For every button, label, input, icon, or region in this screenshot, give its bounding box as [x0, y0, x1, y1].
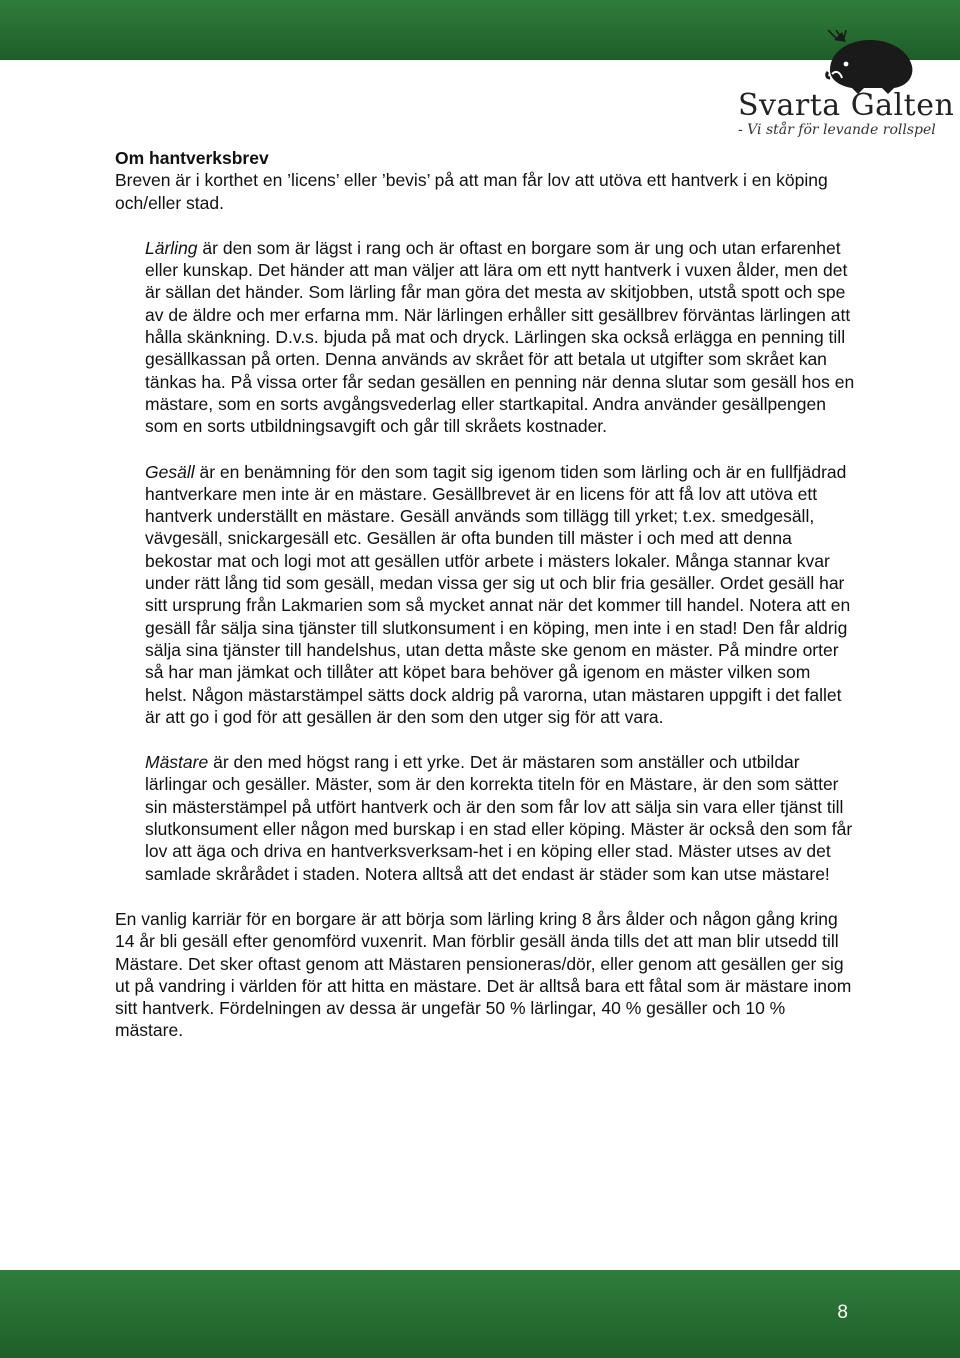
larling-text: är den som är lägst i rang och är oftast en borgare som är ung och utan erfarenhet eller kunskap. Det händer att man väljer att lära om ett nytt hantverk i vuxen ålder, men det är sällan det händer. Som lärling får man göra det mesta av skitjobben, utstå spott och spe av de äldre och mer erfarna mm. När lärlingen erhåller sitt gesällbrev förväntas lärlingen att hålla skänkning. D.v.s. bjuda på mat och dryck. Lärlingen ska också erlägga en penning till gesällkassan på orten. Denna används av skrået för att betala ut utgifter som skrået kan tänkas ha. På vissa orter får sedan gesällen en penning när denna slutar som gesäll hos en mästare, som en sorts avgångsvederlag eller startkapital. Andra använder gesällpengen som en sorts utbildningsavgift och går till skråets kostnader. [145, 237, 855, 437]
logo-tagline: - Vi står för levande rollspel [738, 122, 936, 138]
career-paragraph: En vanlig karriär för en borgare är att börja som lärling kring 8 års ålder och någon gång kring 14 år bli gesäll efter genomförd vuxenrit. Man förblir gesäll ända tills det att man blir utsedd till Mästare. Det sker oftast genom att Mästaren pensioneras/dör, eller genom att gesällen ger sig ut på vandring i världen för att hitta en mästare. Det är alltså bara ett fåtal som är mästare inom sitt hantverk. Fördelningen av dessa är ungefär 50 % lärlingar, 40 % gesäller och 10 % mästare. [115, 908, 852, 1041]
intro-paragraph: Breven är i korthet en ’licens’ eller ’bevis’ på att man får lov att utöva ett hantverk i en köping och/eller stad. [115, 170, 828, 213]
gesall-text: är en benämning för den som tagit sig igenom tiden som lärling och är en fullfjädrad hantverkare men inte är en mästare. Gesällbrevet är en licens för att få lov att utöva ett hantverk underställt en mästare. Gesäll används som tillägg till yrket; t.ex. smedgesäll, vävgesäll, snickargesäll etc. Gesällen är ofta bunden till mäster i och med att denna bekostar mat och logi mot att gesällen utför arbete i mästers lokaler. Många stannar kvar under rätt lång tid som gesäll, medan vissa ger sig ut och blir fria gesäller. Ordet gesäll har sitt ursprung från Lakmarien som så mycket annat när det kommer till handel. Notera att en gesäll får sälja sina tjänster till slutkonsument i en köping, men inte i en stad! Den får aldrig sälja sina tjänster till handelshus, utan detta måste ske genom en mäster. På mindre orter så har man jämkat och tillåter att köpet bara behöver gå igenom en mäster vilken som helst. Någon mästarstämpel sätts dock aldrig på varorna, utan mästaren uppgift i det fallet är att go i god för att gesällen är den som den utger sig för att vara. [145, 461, 851, 727]
logo [728, 30, 955, 140]
gesall-paragraph [115, 461, 855, 729]
logo-name: Svarta Galten [738, 88, 955, 123]
gesall-term: Gesäll [145, 461, 195, 482]
mastare-text: är den med högst rang i ett yrke. Det är mästaren som anställer och utbildar lärlingar och gesäller. Mäster, som är den korrekta titeln för en Mästare, är den som sätter sin mästerstämpel på utfört hantverk och är den som får lov att sälja sin vara eller tjänst till slutkonsument eller någon med burskap i en stad eller köping. Mäster är också den som får lov att äga och driva en hantverksverksam-het i en köping eller stad. Mäster utses av det samlade skrårådet i staden. Notera alltså att det endast är städer som kan utse mästare! [145, 752, 853, 884]
boar-icon [824, 30, 918, 96]
mastare-paragraph [115, 751, 855, 885]
mastare-term: Mästare [145, 752, 209, 773]
document-body [115, 147, 855, 1042]
footer-band [0, 1270, 960, 1358]
larling-paragraph [115, 237, 855, 438]
page-number: 8 [837, 1302, 848, 1323]
larling-term: Lärling [145, 237, 198, 258]
section-heading: Om hantverksbrev [115, 148, 269, 168]
